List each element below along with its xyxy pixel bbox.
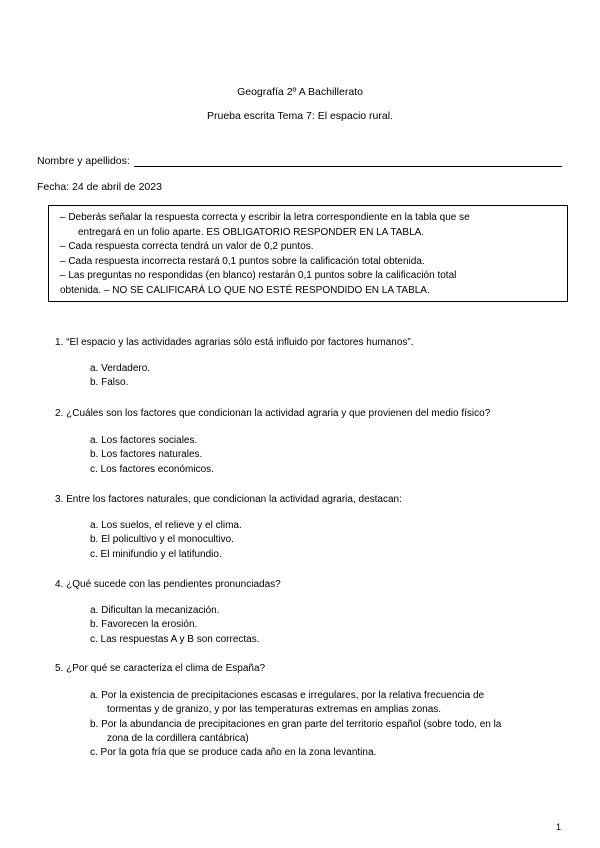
exam-date: Fecha: 24 de abril de 2023 (37, 181, 162, 193)
option-item: b. Favorecen la erosión. (90, 619, 198, 631)
page-subtitle: Prueba escrita Tema 7: El espacio rural. (207, 110, 393, 122)
option-item: a. Verdadero. (90, 363, 151, 374)
question-5-options (90, 689, 560, 760)
question-2: 2. ¿Cuáles son los factores que condicionan la actividad agraria y que provienen del medio físico? (55, 408, 491, 419)
name-blank-line (134, 156, 562, 167)
question-3-options (90, 519, 560, 562)
option-item: a. Los suelos, el relieve y el clima. (90, 520, 242, 531)
instruction-line: entregará en un folio aparte. ES OBLIGATORIO RESPONDER EN LA TABLA. (78, 226, 425, 238)
question-1: 1. “El espacio y las actividades agrarias sólo está influido por factores humanos”. (55, 337, 414, 348)
instruction-line: – Deberás señalar la respuesta correcta y escribir la letra correspondiente en la tabla que se (60, 212, 470, 223)
question-4-options (90, 604, 560, 647)
page-number: 1 (556, 822, 562, 832)
instruction-line: obtenida. – NO SE CALIFICARÁ LO QUE NO ESTÉ RESPONDIDO EN LA TABLA. (60, 284, 430, 296)
option-item: c. Por la gota fría que se produce cada año en la zona levantina. (90, 747, 377, 759)
question-1-options (90, 362, 560, 391)
question-3: 3. Entre los factores naturales, que condicionan la actividad agraria, destacan: (55, 494, 402, 505)
instruction-line: – Cada respuesta correcta tendrá un valor de 0,2 puntos. (60, 241, 314, 252)
option-item-continuation: zona de la cordillera cantábrica) (107, 732, 249, 744)
option-item: b. Los factores naturales. (90, 449, 203, 461)
option-item: c. Los factores económicos. (90, 463, 214, 475)
question-2-options (90, 434, 560, 477)
name-label: Nombre y apellidos: (37, 155, 130, 167)
option-item: b. Falso. (90, 377, 129, 389)
question-4: 4. ¿Qué sucede con las pendientes pronunciadas? (55, 579, 281, 590)
option-item: c. El minifundio y el latifundio. (90, 548, 222, 560)
option-item: b. El policultivo y el monocultivo. (90, 534, 234, 546)
instruction-line: – Cada respuesta incorrecta restará 0,1 puntos sobre la calificación total obtenida. (60, 255, 425, 267)
option-item: a. Dificultan la mecanización. (90, 605, 220, 616)
option-item: a. Los factores sociales. (90, 435, 198, 446)
option-item: a. Por la existencia de precipitaciones escasas e irregulares, por la relativa frecuencia de (90, 690, 485, 701)
page-title: Geografía 2º A Bachillerato (237, 86, 363, 98)
name-field-row (37, 155, 562, 167)
instructions-box (48, 205, 568, 302)
option-item: b. Por la abundancia de precipitaciones en gran parte del territorio español (sobre todo, en la (90, 718, 502, 730)
option-item: c. Las respuestas A y B son correctas. (90, 633, 260, 645)
question-5: 5. ¿Por qué se caracteriza el clima de España? (55, 663, 266, 674)
instruction-line: – Las preguntas no respondidas (en blanco) restarán 0,1 puntos sobre la calificación total (60, 270, 457, 281)
option-item-continuation: tormentas y de granizo, y por las temperaturas extremas en amplias zonas. (107, 704, 442, 716)
